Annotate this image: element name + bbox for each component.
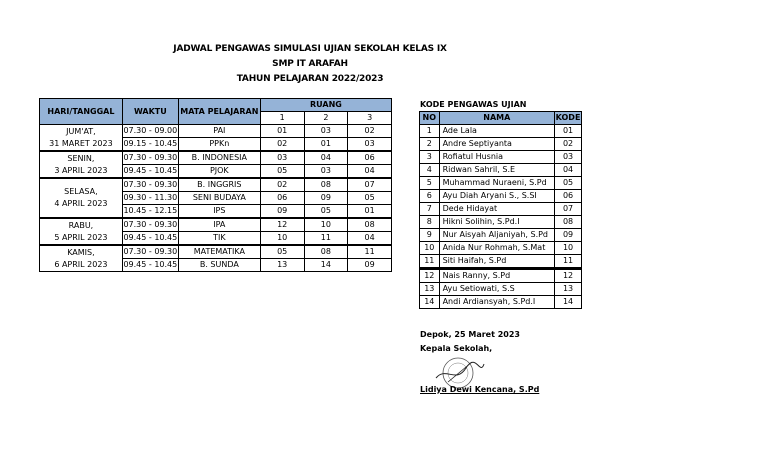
room-cell: 14 bbox=[304, 259, 348, 272]
subject-cell: B. SUNDA bbox=[178, 259, 260, 272]
time-cell: 07.30 - 09.00 bbox=[122, 125, 178, 138]
time-cell: 07.30 - 09.30 bbox=[122, 245, 178, 259]
signature-role: Kepala Sekolah, bbox=[420, 344, 493, 353]
room-cell: 05 bbox=[348, 192, 392, 205]
schedule-table bbox=[39, 98, 392, 272]
header-name: NAMA bbox=[439, 112, 555, 125]
name-cell: Siti Haifah, S.Pd bbox=[439, 255, 555, 269]
room-cell: 08 bbox=[348, 218, 392, 232]
time-cell: 07.30 - 09.30 bbox=[122, 178, 178, 192]
room-cell: 12 bbox=[260, 218, 304, 232]
code-cell: 06 bbox=[555, 190, 582, 203]
table-row bbox=[420, 296, 582, 309]
subject-cell: TIK bbox=[178, 232, 260, 246]
name-cell: Ayu Setiowati, S.S bbox=[439, 283, 555, 296]
no-cell: 4 bbox=[420, 164, 440, 177]
header-room-1: 1 bbox=[260, 112, 304, 125]
code-cell: 07 bbox=[555, 203, 582, 216]
name-cell: Muhammad Nuraeni, S.Pd bbox=[439, 177, 555, 190]
name-cell: Andi Ardiansyah, S.Pd.I bbox=[439, 296, 555, 309]
time-cell: 09.45 - 10.45 bbox=[122, 165, 178, 179]
day-cell: SELASA, 4 APRIL 2023 bbox=[40, 178, 123, 218]
name-cell: Nais Ranny, S.Pd bbox=[439, 269, 555, 283]
header-subject: MATA PELAJARAN bbox=[178, 99, 260, 125]
time-cell: 09.15 - 10.45 bbox=[122, 138, 178, 152]
subject-cell: IPS bbox=[178, 205, 260, 219]
no-cell: 3 bbox=[420, 151, 440, 164]
signature-place-date: Depok, 25 Maret 2023 bbox=[420, 330, 520, 339]
room-cell: 07 bbox=[348, 178, 392, 192]
no-cell: 14 bbox=[420, 296, 440, 309]
code-cell: 05 bbox=[555, 177, 582, 190]
room-cell: 03 bbox=[260, 151, 304, 165]
no-cell: 7 bbox=[420, 203, 440, 216]
code-table-title: KODE PENGAWAS UJIAN bbox=[420, 100, 527, 109]
room-cell: 06 bbox=[348, 151, 392, 165]
name-cell: Ayu Diah Aryani S., S.SI bbox=[439, 190, 555, 203]
name-cell: Andre Septiyanta bbox=[439, 138, 555, 151]
time-cell: 09.45 - 10.45 bbox=[122, 259, 178, 272]
no-cell: 6 bbox=[420, 190, 440, 203]
room-cell: 11 bbox=[348, 245, 392, 259]
code-cell: 02 bbox=[555, 138, 582, 151]
subject-cell: B. INGGRIS bbox=[178, 178, 260, 192]
no-cell: 2 bbox=[420, 138, 440, 151]
room-cell: 05 bbox=[260, 245, 304, 259]
room-cell: 01 bbox=[260, 125, 304, 138]
table-row bbox=[420, 190, 582, 203]
subject-cell: PPKn bbox=[178, 138, 260, 152]
name-cell: Hikni Solihin, S.Pd.I bbox=[439, 216, 555, 229]
time-cell: 09.30 - 11.30 bbox=[122, 192, 178, 205]
name-cell: Anida Nur Rohmah, S.Mat bbox=[439, 242, 555, 255]
header-no: NO bbox=[420, 112, 440, 125]
room-cell: 09 bbox=[348, 259, 392, 272]
room-cell: 02 bbox=[348, 125, 392, 138]
name-cell: Ade Lala bbox=[439, 125, 555, 138]
table-row bbox=[40, 151, 392, 165]
room-cell: 09 bbox=[304, 192, 348, 205]
room-cell: 02 bbox=[260, 178, 304, 192]
table-row bbox=[40, 125, 392, 138]
table-row bbox=[420, 229, 582, 242]
room-cell: 03 bbox=[304, 125, 348, 138]
time-cell: 09.45 - 10.45 bbox=[122, 232, 178, 246]
no-cell: 9 bbox=[420, 229, 440, 242]
room-cell: 11 bbox=[304, 232, 348, 246]
doc-title-line2: SMP IT ARAFAH bbox=[272, 59, 348, 69]
code-cell: 01 bbox=[555, 125, 582, 138]
code-cell: 12 bbox=[555, 269, 582, 283]
table-row bbox=[420, 203, 582, 216]
code-cell: 04 bbox=[555, 164, 582, 177]
room-cell: 03 bbox=[348, 138, 392, 152]
day-cell: RABU, 5 APRIL 2023 bbox=[40, 218, 123, 245]
subject-cell: IPA bbox=[178, 218, 260, 232]
table-row bbox=[420, 125, 582, 138]
time-cell: 10.45 - 12.15 bbox=[122, 205, 178, 219]
room-cell: 13 bbox=[260, 259, 304, 272]
table-row bbox=[420, 138, 582, 151]
code-cell: 10 bbox=[555, 242, 582, 255]
doc-title-line1: JADWAL PENGAWAS SIMULASI UJIAN SEKOLAH KELAS IX bbox=[173, 44, 447, 54]
signature-name: Lidiya Dewi Kencana, S.Pd bbox=[420, 385, 540, 394]
table-row bbox=[420, 269, 582, 283]
room-cell: 03 bbox=[304, 165, 348, 179]
doc-title-line3: TAHUN PELAJARAN 2022/2023 bbox=[236, 74, 384, 84]
code-cell: 14 bbox=[555, 296, 582, 309]
room-cell: 01 bbox=[304, 138, 348, 152]
day-cell: KAMIS, 6 APRIL 2023 bbox=[40, 245, 123, 272]
subject-cell: PAI bbox=[178, 125, 260, 138]
room-cell: 08 bbox=[304, 178, 348, 192]
name-cell: Nur Aisyah Aljaniyah, S.Pd bbox=[439, 229, 555, 242]
room-cell: 09 bbox=[260, 205, 304, 219]
room-cell: 10 bbox=[304, 218, 348, 232]
subject-cell: SENI BUDAYA bbox=[178, 192, 260, 205]
code-cell: 08 bbox=[555, 216, 582, 229]
no-cell: 1 bbox=[420, 125, 440, 138]
table-row bbox=[40, 218, 392, 232]
time-cell: 07.30 - 09.30 bbox=[122, 218, 178, 232]
table-row bbox=[420, 177, 582, 190]
name-cell: Dede Hidayat bbox=[439, 203, 555, 216]
header-time: WAKTU bbox=[122, 99, 178, 125]
room-cell: 04 bbox=[304, 151, 348, 165]
time-cell: 07.30 - 09.30 bbox=[122, 151, 178, 165]
room-cell: 10 bbox=[260, 232, 304, 246]
code-table bbox=[419, 111, 582, 309]
no-cell: 10 bbox=[420, 242, 440, 255]
no-cell: 11 bbox=[420, 255, 440, 269]
header-code: KODE bbox=[555, 112, 582, 125]
subject-cell: MATEMATIKA bbox=[178, 245, 260, 259]
header-room-3: 3 bbox=[348, 112, 392, 125]
code-cell: 13 bbox=[555, 283, 582, 296]
no-cell: 8 bbox=[420, 216, 440, 229]
table-row bbox=[420, 164, 582, 177]
room-cell: 02 bbox=[260, 138, 304, 152]
code-cell: 03 bbox=[555, 151, 582, 164]
day-cell: JUM'AT, 31 MARET 2023 bbox=[40, 125, 123, 152]
code-cell: 11 bbox=[555, 255, 582, 269]
header-room-2: 2 bbox=[304, 112, 348, 125]
room-cell: 04 bbox=[348, 232, 392, 246]
room-cell: 08 bbox=[304, 245, 348, 259]
table-row bbox=[420, 255, 582, 269]
room-cell: 01 bbox=[348, 205, 392, 219]
header-room: RUANG bbox=[260, 99, 391, 112]
room-cell: 04 bbox=[348, 165, 392, 179]
table-row bbox=[40, 178, 392, 192]
table-row bbox=[420, 216, 582, 229]
table-row bbox=[40, 245, 392, 259]
day-cell: SENIN, 3 APRIL 2023 bbox=[40, 151, 123, 178]
no-cell: 5 bbox=[420, 177, 440, 190]
room-cell: 05 bbox=[304, 205, 348, 219]
table-row bbox=[420, 242, 582, 255]
name-cell: Ridwan Sahril, S.E bbox=[439, 164, 555, 177]
no-cell: 12 bbox=[420, 269, 440, 283]
table-row bbox=[420, 283, 582, 296]
name-cell: Rofiatul Husnia bbox=[439, 151, 555, 164]
no-cell: 13 bbox=[420, 283, 440, 296]
room-cell: 05 bbox=[260, 165, 304, 179]
table-row bbox=[420, 151, 582, 164]
header-day: HARI/TANGGAL bbox=[40, 99, 123, 125]
subject-cell: B. INDONESIA bbox=[178, 151, 260, 165]
code-cell: 09 bbox=[555, 229, 582, 242]
subject-cell: PJOK bbox=[178, 165, 260, 179]
room-cell: 06 bbox=[260, 192, 304, 205]
